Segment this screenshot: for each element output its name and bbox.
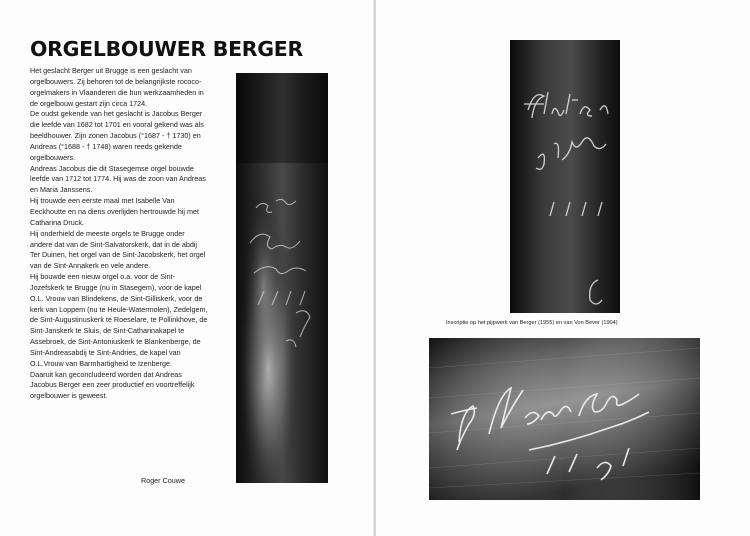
paragraph: Hij onderhield de meeste orgels te Brugge onder andere dat van de Sint-Salvatorskerk, dat in de abdij Ter Duinen, het orgel van de Sint-Jacobskerk, het orgel van de Sint-Annakerk en vele andere. [30,228,206,271]
paragraph: Hij trouwde een eerste maal met Isabelle Van Eeckhoutte en na diens overlijden hertrouwde hij met Catharina Druck. [30,196,200,227]
paragraph: Hij bouwde een nieuw orgel o.a. voor de Sint-Jozefskerk te Brugge (nu in Stasegem), voor de kapel O.L. Vrouw van Blindekens, de Sint-Gilliskerk, voor de kerk van Loppem (nu te Heule-Watermolen), Zedelgem, de Sint-Augustinuskerk te Roeselare, te Pollinkhove, de Sint-Janskerk te Sluis, de Sint-Catharinakapel te Assebroek, de Sint-Antoniuskerk te Blankenberge, de Sint-Andreasabdij te Sint-Andries, de kapel van O.L.Vrouw van Barmhartigheid te Izenberge. [30,272,208,368]
author-signature: Roger Couwe [141,476,185,485]
pipe-photo-left [236,73,328,483]
page-title: ORGELBOUWER BERGER [30,37,303,61]
pipe-photo-bottom [429,338,700,500]
paragraph: Andreas Jacobus die dit Stasegemse orgel bouwde leefde van 1712 tot 1774. Hij was de zoon van Andreas en Maria Janssens. [30,163,206,195]
paragraph: Daaruit kan geconcludeerd worden dat Andreas Jacobus Berger een zeer productief en voortreffelijk orgelbouwer is geweest. [30,369,195,401]
paragraph: Het geslacht Berger uit Brugge is een geslacht van orgelbouwers. Zij behoren tot de belangrijkste rococo-orgelmakers in Vlaanderen die hun werkzaamheden in de orgelbouw gestart zijn circa 1724. [30,66,204,108]
photo-caption: Inscriptie op het pijpwerk van Berger (1955) en van Von Bever (1904) [446,320,618,326]
paragraph: De oudst gekende van het geslacht is Jacobus Berger die leefde van 1682 tot 1701 en vooral gekend was als beeldhouwer. Zijn zonen Jacobus (°1687 - † 1730) en Andreas (°1688 - † 1748) waren reeds gekende orgelbouwers. [30,109,204,162]
pipe-photo-right [510,40,620,313]
article-body [30,66,208,402]
